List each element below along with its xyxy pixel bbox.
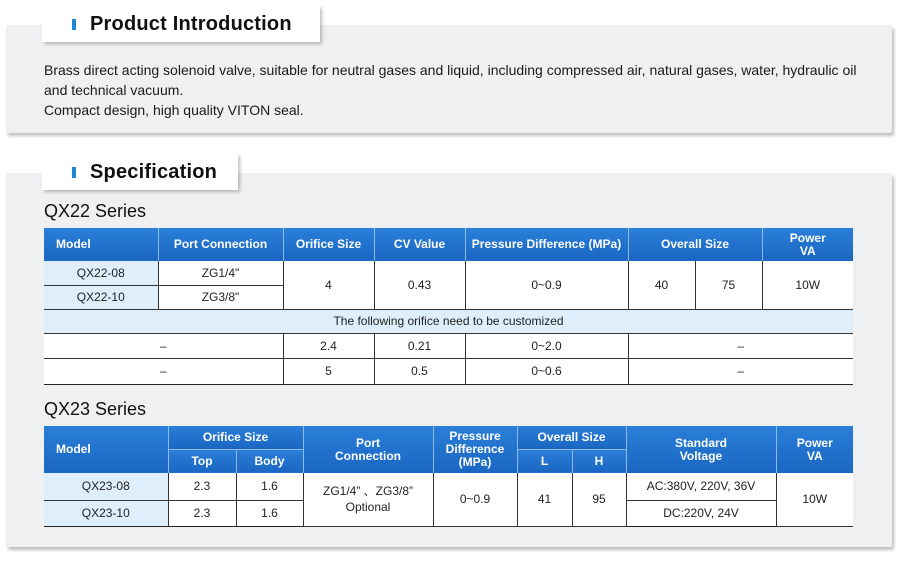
cell-pressure: 0~0.9 [433, 473, 517, 526]
intro-text [44, 60, 874, 120]
header-overall: Overall Size [628, 228, 762, 261]
cell-port-line-1: ZG1/4” 、ZG3/8” [322, 484, 414, 499]
cell-body: 1.6 [236, 500, 303, 526]
cell-voltage: DC:220V, 24V [626, 500, 776, 526]
cell-overall: – [628, 358, 853, 384]
cell-model: QX22-10 [44, 285, 158, 309]
header-pressure [433, 426, 517, 473]
custom-note-row [44, 309, 853, 333]
cell-voltage: AC:380V, 220V, 36V [626, 473, 776, 500]
tab-marker-icon [72, 19, 76, 30]
intro-line-2: Compact design, high quality VITON seal. [44, 102, 304, 118]
header-model: Model [44, 228, 158, 261]
intro-title: Product Introduction [90, 12, 292, 35]
table-header-row [44, 228, 853, 261]
header-port-line-1: Port [356, 435, 380, 450]
spec-tab [42, 154, 238, 190]
cell-cv: 0.21 [374, 333, 465, 358]
table-header-row [44, 426, 853, 449]
header-pressure: Pressure Difference (MPa) [465, 228, 628, 261]
cell-pressure: 0~0.9 [465, 261, 628, 309]
header-model: Model [44, 426, 168, 473]
header-power-line-2: VA [799, 243, 816, 258]
qx22-series-title: QX22 Series [44, 201, 147, 221]
header-length: L [517, 449, 572, 473]
cell-height: 95 [572, 473, 626, 526]
cell-overall: – [628, 333, 853, 358]
header-power-line-1: Power [796, 435, 833, 450]
header-orifice: Orifice Size [283, 228, 374, 261]
custom-note: The following orifice need to be customized [44, 309, 853, 333]
cell-port: ZG1/4" [158, 261, 283, 285]
header-cv: CV Value [374, 228, 465, 261]
header-port: Port Connection [158, 228, 283, 261]
cell-body: 1.6 [236, 473, 303, 500]
header-voltage-line-2: Voltage [679, 448, 723, 463]
spec-title: Specification [90, 160, 218, 183]
cell-port [303, 473, 433, 526]
header-port [303, 426, 433, 473]
cell-port-line-2: Optional [345, 500, 391, 515]
cell-length: 40 [628, 261, 695, 309]
cell-power: 10W [762, 261, 853, 309]
header-height: H [572, 449, 626, 473]
header-power [762, 228, 853, 261]
header-top: Top [168, 449, 236, 473]
cell-orifice: 5 [283, 358, 374, 384]
table-row [44, 333, 853, 358]
tab-marker-icon [72, 167, 76, 178]
table-row [44, 358, 853, 384]
cell-pressure: 0~2.0 [465, 333, 628, 358]
cell-model: QX23-10 [44, 500, 168, 526]
header-port-line-2: Connection [335, 448, 401, 463]
header-pressure-line-1: Pressure [449, 429, 501, 443]
header-pressure-line-3: (MPa) [458, 455, 492, 469]
cell-power: 10W [776, 473, 853, 526]
cell-height: 75 [695, 261, 762, 309]
header-overall: Overall Size [517, 426, 626, 449]
qx23-series-title: QX23 Series [44, 399, 147, 419]
header-body: Body [236, 449, 303, 473]
cell-model: QX23-08 [44, 473, 168, 500]
header-pressure-line-2: Difference [445, 442, 505, 456]
header-power [776, 426, 853, 473]
header-voltage [626, 426, 776, 473]
intro-tab [42, 6, 320, 42]
table-row [44, 473, 853, 500]
cell-top: 2.3 [168, 473, 236, 500]
cell-top: 2.3 [168, 500, 236, 526]
cell-model: – [44, 358, 283, 384]
cell-model: – [44, 333, 283, 358]
cell-cv: 0.5 [374, 358, 465, 384]
cell-model: QX22-08 [44, 261, 158, 285]
header-power-line-1: Power [789, 230, 826, 245]
cell-pressure: 0~0.6 [465, 358, 628, 384]
cell-port: ZG3/8" [158, 285, 283, 309]
header-voltage-line-1: Standard [675, 435, 728, 450]
cell-cv: 0.43 [374, 261, 465, 309]
table-row [44, 261, 853, 285]
header-orifice: Orifice Size [168, 426, 303, 449]
cell-orifice: 4 [283, 261, 374, 309]
cell-orifice: 2.4 [283, 333, 374, 358]
qx22-spec-table [44, 228, 853, 385]
cell-length: 41 [517, 473, 572, 526]
header-power-line-2: VA [806, 448, 823, 463]
intro-line-1: Brass direct acting solenoid valve, suitable for neutral gases and liquid, including compressed air, natural gases, water, hydraulic oil and technical vacuum. [44, 62, 857, 98]
qx23-spec-table [44, 426, 853, 527]
